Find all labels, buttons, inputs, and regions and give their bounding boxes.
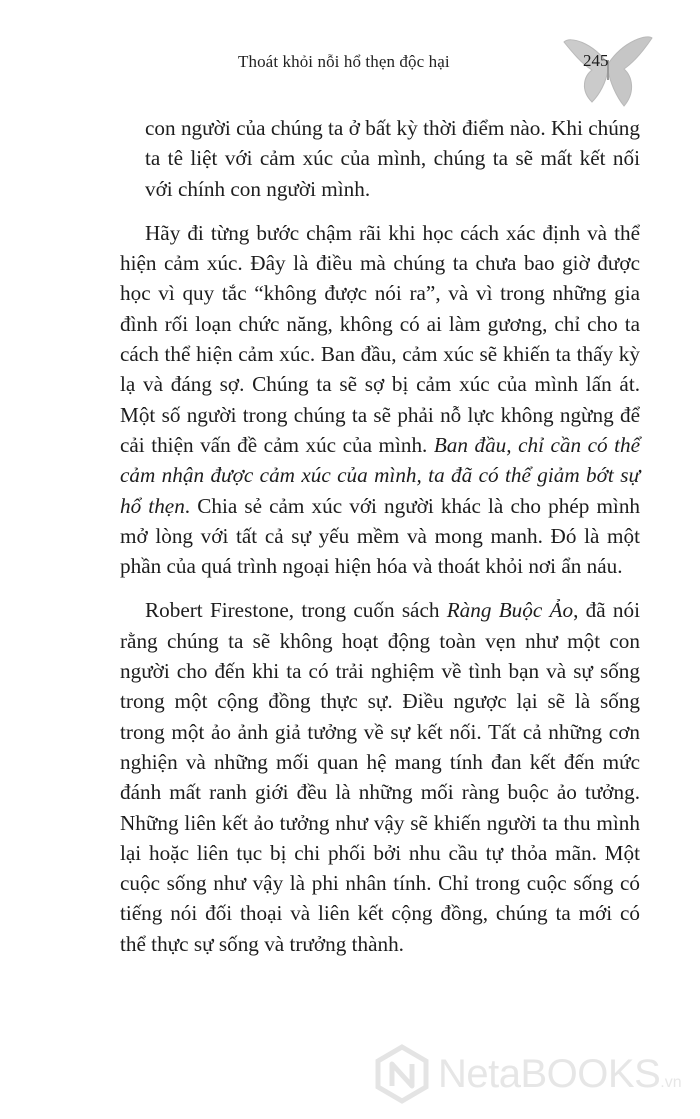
running-header-title: Thoát khỏi nỗi hổ thẹn độc hại	[238, 52, 450, 71]
running-header	[0, 48, 700, 78]
paragraph-firestone	[120, 595, 640, 959]
watermark-brand: NetaBOOKS	[438, 1052, 661, 1096]
butterfly-icon	[562, 34, 654, 112]
paragraph-text: Hãy đi từng bước chậm rãi khi học cách xác định và thể hiện cảm xúc. Đây là điều mà chúng ta chưa bao giờ được học vì quy tắc “không được nói ra”, và vì trong những gia đình rối loạn chức năng, không có ai làm gương, chỉ cho ta cách thể hiện cảm xúc. Ban đầu, cảm xúc sẽ khiến ta thấy kỳ lạ và đáng sợ. Chúng ta sẽ sợ bị cảm xúc của mình lấn át. Một số người trong chúng ta sẽ phải nỗ lực không ngừng để cải thiện vấn đề cảm xúc của mình.	[120, 220, 640, 457]
paragraph-text: , đã nói rằng chúng ta sẽ không hoạt động toàn vẹn như một con người cho đến khi ta có trải nghiệm về tình bạn và sự sống trong một cộng đồng thực sự. Điều ngược lại sẽ là sống trong một ảo ảnh giả tưởng về sự kết nối. Tất cả những cơn nghiện và những mối quan hệ mang tính đan kết đến mức đánh mất ranh giới đều là những mối ràng buộc ảo tưởng. Những liên kết ảo tưởng như vậy sẽ khiến người ta thu mình lại hoặc liên tục bị chi phối bởi nhu cầu tự thỏa mãn. Một cuộc sống như vậy là phi nhân tính. Chỉ trong cuộc sống có tiếng nói đối thoại và liên kết cộng đồng, chúng ta mới có thể thực sự sống và trưởng thành.	[120, 598, 640, 956]
italic-emphasis: Ban đầu, chỉ cần có thể cảm nhận được cảm xúc của mình, ta đã có thể giảm bớt sự hổ thẹn	[120, 432, 640, 518]
netabooks-logo-icon	[372, 1044, 432, 1104]
paragraph-text: . Chia sẻ cảm xúc với người khác là cho phép mình mở lòng với tất cả sự yếu mềm và mong manh. Đó là một phần của quá trình ngoại hiện hóa và thoát khỏi nơi ẩn náu.	[120, 493, 641, 579]
page-number: 245	[583, 51, 609, 70]
book-title: Ràng Buộc Ảo	[446, 598, 574, 623]
watermark	[372, 1040, 692, 1110]
paragraph-emotions	[120, 218, 640, 582]
watermark-suffix: .vn	[660, 1074, 682, 1091]
watermark-text	[438, 1052, 682, 1097]
page-body	[120, 113, 640, 959]
paragraph-text: Robert Firestone, trong cuốn sách	[145, 598, 447, 623]
quote-continuation: con người của chúng ta ở bất kỳ thời điểm nào. Khi chúng ta tê liệt với cảm xúc của mình, chúng ta sẽ mất kết nối với chính con người mình.	[145, 116, 640, 201]
